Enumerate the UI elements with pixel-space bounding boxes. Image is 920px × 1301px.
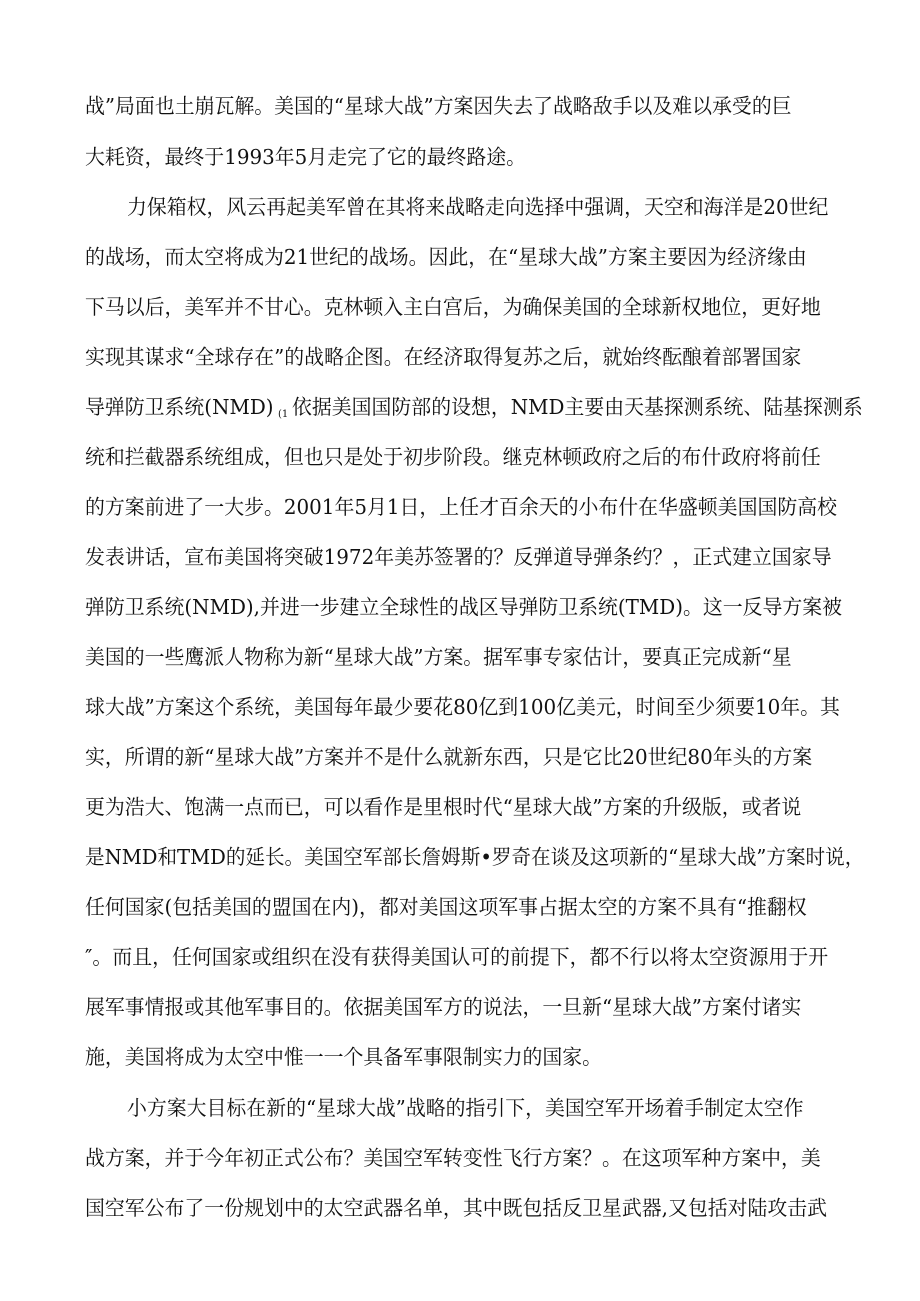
line-text: 小方案大目标在新的“星球大战”战略的指引下，美国空军开场着手制定太空作 — [127, 1096, 804, 1120]
line-text: 是NMD和TMD的延长。美国空军部长詹姆斯•罗奇在谈及这项新的“星球大战”方案时说， — [85, 845, 865, 869]
footnote-mark: (1 — [278, 409, 289, 420]
line-text: 更为浩大、饱满一点而已，可以看作是里根时代“星球大战”方案的升级版，或者说 — [85, 795, 802, 819]
line-text: 弹防卫系统(NMD),并进一步建立全球性的战区导弹防卫系统(TMD)。这一反导方案被 — [85, 595, 843, 619]
line-text: 展军事情报或其他军事目的。依据美国军方的说法，一旦新“星球大战”方案付诸实 — [85, 995, 802, 1019]
line-text: 实现其谋求“全球存在”的战略企图。在经济取得复苏之后，就始终酝酿着部署国家 — [85, 345, 802, 369]
line-text: 的方案前进了一大步。2001年5月1日，上任才百余天的小布什在华盛顿美国国防高校 — [85, 495, 838, 519]
line-text: 施，美国将成为太空中惟一一个具备军事限制实力的国家。 — [85, 1045, 603, 1069]
line-text: 下马以后，美军并不甘心。克林顿入主白宫后，为确保美国的全球新权地位，更好地 — [85, 295, 821, 319]
line-text: 战”局面也土崩瓦解。美国的“星球大战”方案因失去了战略敌手以及难以承受的巨 — [85, 94, 792, 118]
line-text: 导弹防卫系统(NMD) — [85, 395, 274, 419]
line-text: 大耗资，最终于1993年5月走完了它的最终路途。 — [85, 145, 527, 169]
line-text: 国空军公布了一份规划中的太空武器名单，其中既包括反卫星武器,又包括对陆攻击武 — [85, 1196, 828, 1220]
line-text: 球大战”方案这个系统，美国每年最少要花80亿到100亿美元，时间至少须要10年。其 — [85, 695, 840, 719]
line-text: 战方案，并于今年初正式公布？美国空军转变性飞行方案？。在这项军种方案中，美 — [85, 1146, 821, 1170]
line-text: 依据美国国防部的设想，NMD主要由天基探测系统、陆基探测系 — [292, 395, 863, 419]
line-text: 力保箱权，风云再起美军曾在其将来战略走向选择中强调，天空和海洋是20世纪 — [127, 195, 829, 219]
line-text: 的战场，而太空将成为21世纪的战场。因此，在“星球大战”方案主要因为经济缘由 — [85, 245, 807, 269]
line-text: ″。而且，任何国家或组织在没有获得美国认可的前提下，都不行以将太空资源用于开 — [85, 945, 829, 969]
line-text: 发表讲话，宣布美国将突破1972年美苏签署的？反弹道导弹条约？，正式建立国家导 — [85, 545, 832, 569]
line-text: 美国的一些鹰派人物称为新“星球大战”方案。据军事专家估计，要真正完成新“星 — [85, 645, 792, 669]
line-text: 任何国家(包括美国的盟国在内)，都对美国这项军事占据太空的方案不具有“推翻权 — [85, 895, 807, 919]
line-text: 实，所谓的新“星球大战”方案并不是什么就新东西，只是它比20世纪80年头的方案 — [85, 745, 813, 769]
line-text: 统和拦截器系统组成，但也只是处于初步阶段。继克林顿政府之后的布什政府将前任 — [85, 445, 821, 469]
